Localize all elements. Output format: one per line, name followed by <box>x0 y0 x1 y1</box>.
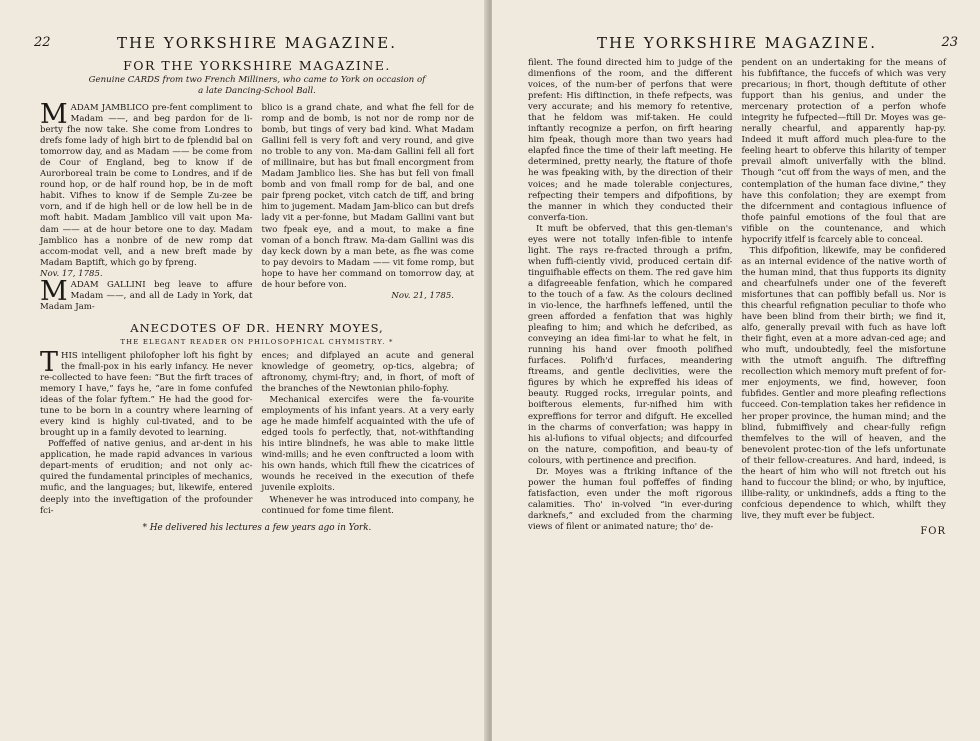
column <box>262 103 475 313</box>
column <box>528 58 733 537</box>
running-head-text: THE YORKSHIRE MAGAZINE. <box>597 34 877 52</box>
paragraph: Whenever he was introduced into company, he continued for fome time filent. <box>261 494 474 516</box>
card-date: Nov. 21, 1785. <box>391 290 454 301</box>
article-columns <box>40 346 474 517</box>
column <box>742 58 947 537</box>
running-head-text: THE YORKSHIRE MAGAZINE. <box>117 34 397 52</box>
card-text: blico is a grand chate, and what fhe fell for de romp and de bomb, is not nor de romp nor de bomb, but tings of very bad kind. What Madam Gallini fell is very foft and very round, and give no troble to any von. Ma-dam Gallini fell all fort of millinaire, but has but fmall encorgment from Madam Jamblico lies. She has but fell von fmall bomb and von fmall romp for de bal, and one pair fpreng pocket, vitch catch de tiff, and bring him to jugement. Madam Jam-blico can but drefs lady vit a per-fonne, but Madam Gallini vant but two fpeak eye, and a mout, to make a fine voman of a bonch ftraw. Ma-dam Gallini was dis day keck down by a man bete, as fhe was come to pay devoirs to Madam —— vit fome romp, but hope to have her command on tomorrow day, at de hour before von. <box>261 103 474 290</box>
page-number: 22 <box>34 35 51 50</box>
paragraph: It muft be obferved, that this gen-tleman's eyes were not totally infen-fible to intenfe light. The rays re-fracted through a prifm, when fuffi-ciently vivid, produced certain dif-tinguifhable effects on them. The red gave him a difagreeable fenfation, which he compared to the touch of a faw. As the colours declined in vio-lence, the harfhnefs leffened, until the green afforded a fenfation that was highly pleafing to him; and which he defcribed, as conveying an idea fimi-lar to what he felt, in running his hand over fmooth polifhed furfaces. Polifh'd furfaces, meandering ftreams, and gentle declivities, were the figures by which he expreffed his ideas of beauty. Rugged rocks, irregular points, and boifterous elements, fur-nifhed him with expreffions for terror and difguft. He excelled in the charms of converfation; was happy in his al-lufions to vifual objects; and difcourfed on the nature, compofition, and beau-ty of colours, with pertinence and precifion. <box>528 223 733 466</box>
paragraph: ences; and difplayed an acute and general knowledge of geometry, op-tics, algebra; of aftronomy, chymi-ftry; and, in fhort, of moft of the branches of the Newtonian philo-fophy. <box>261 350 474 395</box>
drop-cap: T <box>40 346 59 378</box>
section-subtitle <box>40 75 474 97</box>
card-text: ADAM GALLINI beg leave to affure Madam ——, and all de Lady in York, dat Madam Jam- <box>40 279 253 312</box>
card-gallini <box>40 275 253 313</box>
card-date: Nov. 17, 1785. <box>40 268 103 279</box>
paragraph: Poffeffed of native genius, and ar-dent in his application, he made rapid advances in various depart-ments of erudition; and not only ac-quired the fundamental principles of mechanics, mufic, and the languages; but, likewife, entered deeply into the inveftigation of the profounder fci- <box>40 439 253 516</box>
column <box>40 346 253 517</box>
article-title: ANECDOTES OF DR. HENRY MOYES, <box>130 320 384 335</box>
left-page <box>0 0 488 741</box>
paragraph-text: HIS intelligent philofopher loft his fight by the fmall-pox in his early infancy. He never re-collected to have feen: “But the firft traces of memory I have,” fays he, “are in fome confufed ideas of the folar fyftem.” He had the good for-tune to be born in a country where learning of every kind is highly cul-tivated, and to be brought up in a family devoted to learning. <box>40 350 253 439</box>
subtitle-line: a late Dancing-School Ball. <box>198 86 316 96</box>
page-number: 23 <box>941 35 958 50</box>
paragraph: Dr. Moyes was a ftriking inftance of the power the human foul poffeffes of finding fatisfaction, even under the moft rigorous calamities. Tho' in-volved “in ever-during darknefs,” and excluded from the charming views of filent or animated nature; tho' de- <box>528 466 733 532</box>
section-heading: FOR THE YORKSHIRE MAGAZINE. <box>123 58 391 73</box>
right-page <box>492 0 980 741</box>
article-columns <box>528 58 946 537</box>
paragraph <box>40 346 253 439</box>
catchword: FOR <box>920 525 946 537</box>
card-jamblico <box>40 99 253 269</box>
drop-cap: M <box>40 99 68 130</box>
column <box>262 351 475 517</box>
paragraph: pendent on an undertaking for the means of his fubfiftance, the fuccefs of which was very precarious; in fhort, though deftitute of other fupport than his genius, and under the mercenary protection of a perfon whofe integrity he fufpected—ftill Dr. Moyes was ge-nerally chearful, and apparently hap-py. Indeed it muft afford much plea-fure to the feeling heart to obferve this hilarity of temper prevail almoft univerfally with the blind. Though “cut off from the ways of men, and the contemplation of the human face divine,” they have this confolation; they are exempt from the difcernment and contagious influence of thofe painful emotions of the foul that are vifible on the countenance, and which hypocrify itfelf is fcarcely able to conceal. <box>741 58 946 245</box>
drop-cap: M <box>40 275 68 307</box>
column <box>40 99 253 313</box>
paragraph: This difpofition, likewife, may be confidered as an internal evidence of the native worth of the human mind, that thus fupports its dignity and chearfulnefs under one of the fevereft misfortunes that can poffibly befall us. Nor is this chearful refignation peculiar to thofe who have been blind from their birth; we find it, alfo, generally prevail with fuch as have loft their fight, even at a more advan-ced age; and who muft, undoubtedly, feel the misfortune with the utmoft anguifh. The diftreffing recollection which memory muft prefent of for-mer enjoyments, we find, however, foon fubfides. Gentler and more pleafing reflections fucceed. Con-templation takes her refidence in her proper province, the human mind; and the blind, fubmiffively and chear-fully refign themfelves to the will of heaven, and the benevolent protec-tion of the lefs unfortunate of their fellow-creatures. And hard, indeed, is the heart of him who will not ftretch out his hand to fuccour the blind; or who, by injuftice, illibe-rality, or unkindnefs, adds a fting to the confcious dependence to which, whilft they live, they muft ever be fubject. <box>741 245 946 521</box>
paragraph: filent. The found directed him to judge of the dimenfions of the room, and the different voices, of the num-ber of perfons that were prefent: His diftinction, in thefe refpects, was very accurate; and his memory fo retentive, that he feldom was mif-taken. He could inftantly recognize a perfon, on firft hearing him fpeak, though more than two years had elapfed fince the time of their laft meeting. He determined, pretty nearly, the ftature of thofe he was fpeaking with, by the direction of their voices; and he made tolerable conjectures, refpecting their tempers and difpofitions, by the manner in which they conducted their converfa-tion. <box>528 58 733 223</box>
paragraph: Mechanical exercifes were the fa-vourite employments of his infant years. At a very early age he made himfelf acquainted with the ufe of edged tools fo perfectly, that, not-withftanding his intire blindnefs, he was able to make little wind-mills; and he even conftructed a loom with his own hands, which ftill fhew the cicatrices of wounds he received in the execution of thefe juvenile exploits. <box>261 395 474 494</box>
card-text: ADAM JAMBLICO pre-fent compliment to Madam ——, and beg pardon for de li-berty fhe now take. She come from Londres to drefs fome lady of high birt to de fplendid bal on tomorrow day, and as Madam —— be come from de Cour of England, beg to know if de Aurorboreal train be come to Londres, and if de round hop, or de half round hop, be in de moft habit. Vifhes to know if de Semple Zu-zee be vorn, and if de high hell or de low hell be in de moft habit. Madam Jamblico vill vait upon Ma-dam —— at de hour betore one to day. Madam Jamblico has a nonbre of de new romp dat accom-modat vell, and a new breft made by Madam Baptift, which go by fpreng. <box>40 103 253 268</box>
article-subtitle: THE ELEGANT READER ON PHILOSOPHICAL CHYMISTRY. * <box>120 337 394 346</box>
subtitle-line: Genuine CARDS from two French Milliners, who came to York on occasion of <box>88 75 426 85</box>
running-head <box>34 34 474 54</box>
footnote: * He delivered his lectures a few years ago in York. <box>142 522 372 533</box>
running-head <box>528 34 958 54</box>
cards-columns <box>40 99 474 313</box>
